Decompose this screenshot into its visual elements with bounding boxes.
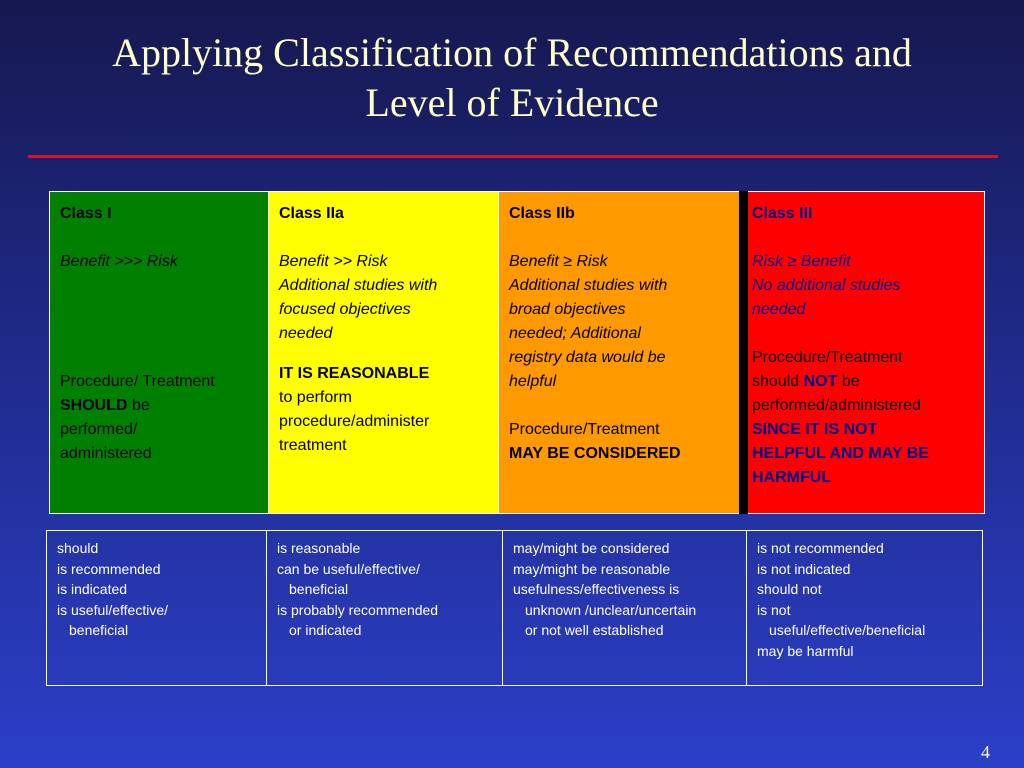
class-iia-procedure-line2: procedure/administer [279,413,430,430]
phrase-item: should not [757,581,822,597]
class-i-phrases [47,531,267,685]
page-number: 4 [981,742,990,762]
class-i-benefit: Benefit >>> Risk [60,253,178,270]
class-iia-cell [269,192,499,513]
phrase-item: usefulness/effectiveness is [513,581,680,597]
class-i-procedure-line4: administered [60,445,152,462]
class-iii-procedure: Procedure/Treatment [752,349,903,366]
phrase-item: may/might be reasonable [513,560,671,577]
class-iib-cell [499,192,739,513]
phrases-table [46,530,983,686]
class-i-procedure: Procedure/ Treatment [60,373,215,390]
class-iib-strong: MAY BE CONSIDERED [509,445,681,462]
class-iib-heading: Class IIb [509,205,575,222]
class-iii-studies-line1: No additional studies [752,277,901,294]
phrase-item: is recommended [57,560,161,577]
phrase-item: is reasonable [277,540,361,556]
class-iia-studies-line2: focused objectives [279,301,411,318]
class-iib-benefit: Benefit ≥ Risk [509,253,608,270]
class-iib-studies-line3: needed; Additional [509,325,641,342]
class-iii-reason-line2: HELPFUL AND MAY BE [752,445,929,462]
phrase-item: unknown /unclear/uncertain [525,601,697,618]
class-iii-reason-line3: HARMFUL [752,469,832,486]
class-iia-procedure-line3: treatment [279,437,347,454]
class-iib-studies-line4: registry data would be [509,349,666,366]
class-iii-reason-line1: SINCE IT IS NOT [752,421,878,438]
class-i-heading: Class I [60,205,112,222]
class-iii-procedure-line3: performed/administered [752,397,921,414]
class-iib-studies-line5: helpful [509,373,557,390]
class-iib-phrases [503,531,747,685]
phrase-item: or indicated [289,622,362,638]
class-iii-action: should NOT be [752,373,860,390]
phrase-item: useful/effective/beneficial [769,622,926,638]
phrase-item: or not well established [525,622,664,638]
class-iii-heading: Class III [752,205,813,222]
class-iib-studies-line2: broad objectives [509,301,626,318]
class-iia-phrases [267,531,503,685]
classification-table [49,191,985,514]
class-iia-strong: IT IS REASONABLE [279,365,430,382]
phrase-item: beneficial [69,622,129,638]
class-iii-benefit: Risk ≥ Benefit [752,253,851,270]
slide-title [0,28,1024,128]
class-iia-heading: Class IIa [279,205,344,222]
phrase-item: can be useful/effective/ [277,560,420,577]
class-iia-studies-line3: needed [279,325,333,342]
phrase-item: may/might be considered [513,540,670,556]
phrase-item: beneficial [289,581,349,597]
phrase-item: is indicated [57,581,128,597]
class-iib-procedure: Procedure/Treatment [509,421,660,438]
title-line-2: Level of Evidence [365,80,659,125]
class-iia-studies-line1: Additional studies with [279,277,438,294]
class-iii-phrases [747,531,982,685]
title-divider [28,155,998,158]
title-line-1: Applying Classification of Recommendations and [112,30,912,75]
phrase-item: is not [757,601,791,618]
class-iii-separator [739,191,748,514]
class-iii-strong: NOT [803,373,838,390]
class-iib-studies-line1: Additional studies with [509,277,668,294]
class-i-procedure-line3: performed/ [60,421,138,438]
class-iii-studies-line2: needed [752,301,806,318]
phrase-item: may be harmful [757,642,854,659]
class-iii-cell [748,192,984,513]
class-i-cell [50,192,269,513]
class-iia-procedure-line1: to perform [279,389,352,406]
phrase-item: is not recommended [757,540,884,556]
phrase-item: is useful/effective/ [57,601,169,618]
phrase-item: is probably recommended [277,601,439,618]
phrase-item: is not indicated [757,560,851,577]
class-i-action: SHOULD be [60,397,150,414]
phrase-item: should [57,540,99,556]
class-i-strong: SHOULD [60,397,128,414]
class-iia-benefit: Benefit >> Risk [279,253,388,270]
